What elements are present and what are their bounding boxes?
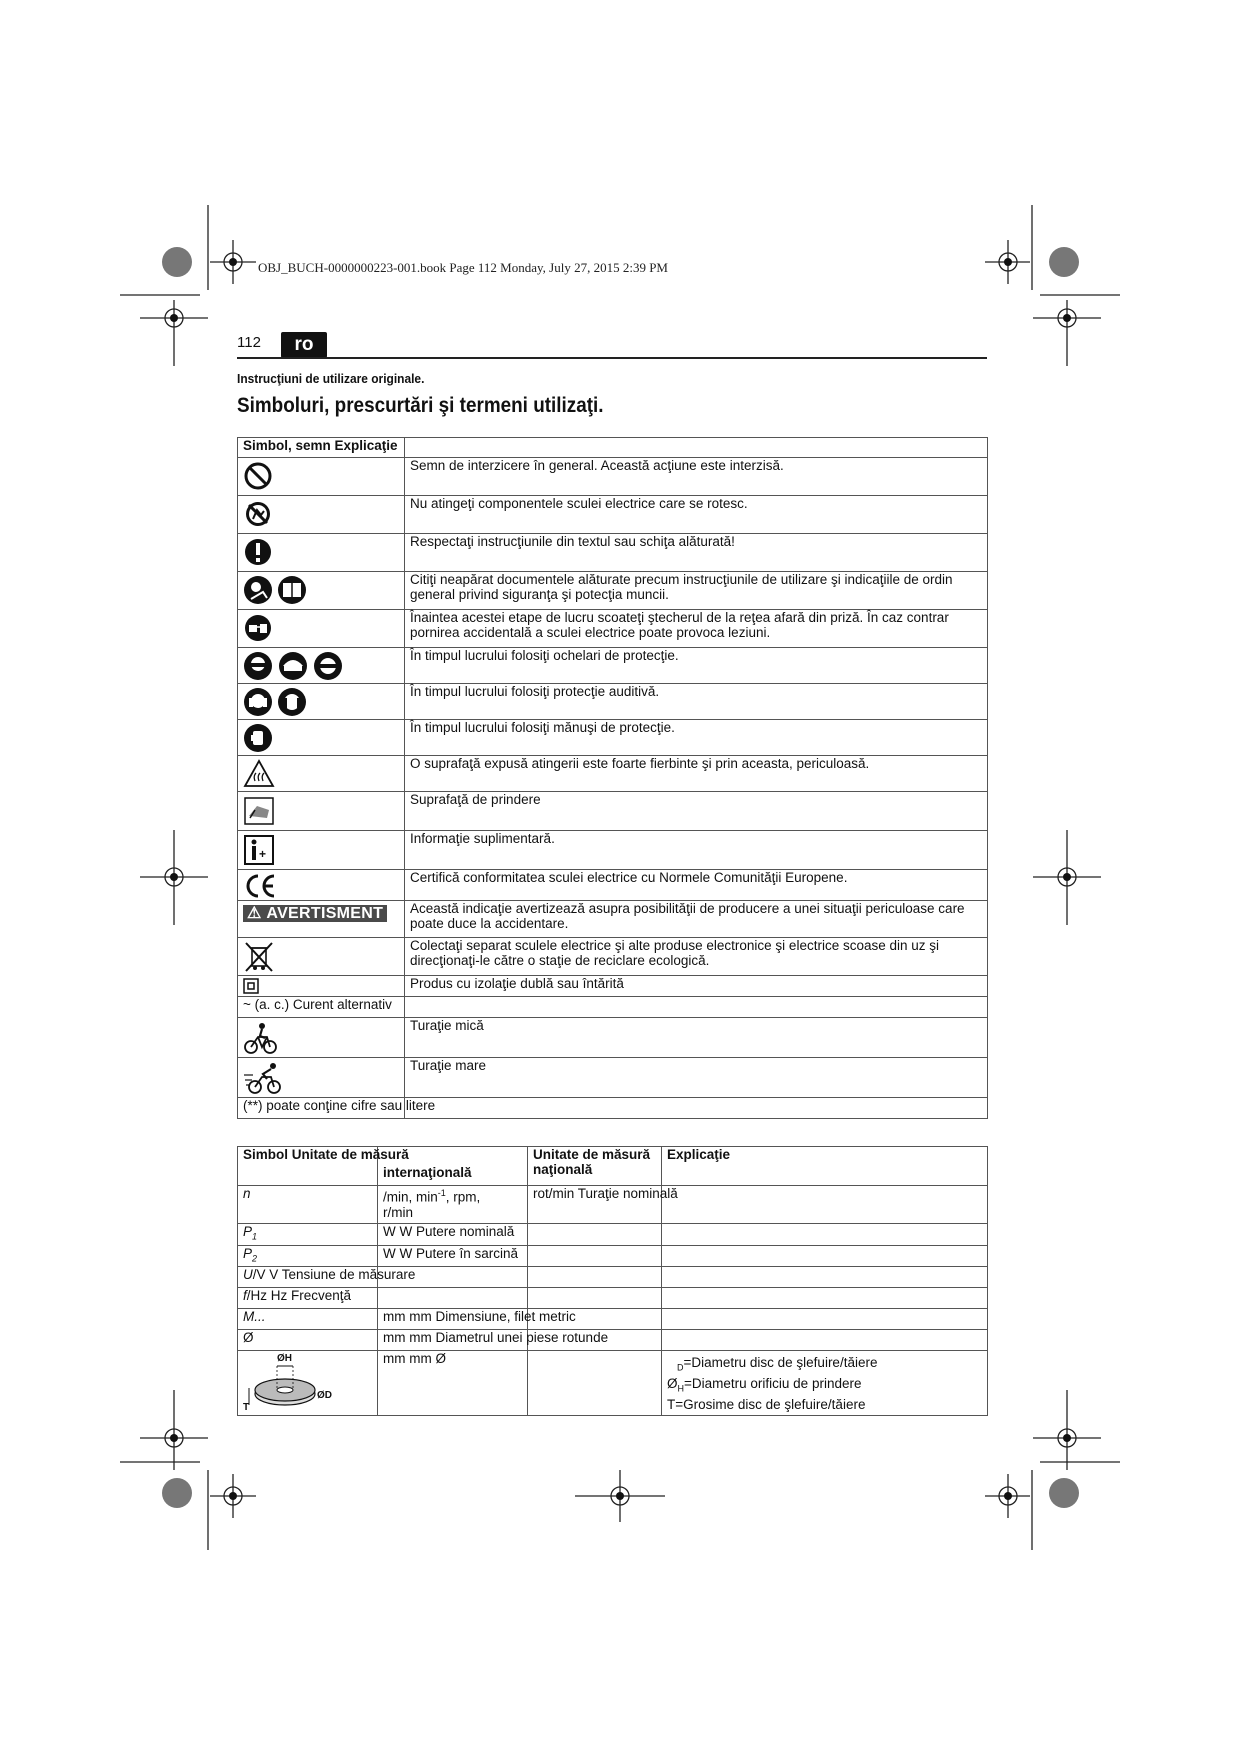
- symbol-explanation: Turaţie mare: [405, 1058, 988, 1098]
- unit-subscript: 1: [252, 1231, 258, 1242]
- header-label: Simbol Unitate de măsură: [243, 1147, 409, 1162]
- table-row: [238, 458, 988, 496]
- svg-text:+: +: [259, 847, 267, 861]
- prohibition-icon: [243, 461, 273, 491]
- unit-symbol: [238, 1267, 416, 1288]
- unit-subscript: 2: [252, 1253, 258, 1264]
- ce-mark-icon: [243, 873, 277, 899]
- header-intl-cont: internaţională: [378, 1147, 528, 1186]
- symbol-explanation: Înaintea acestei etape de lucru scoateţi ştecherul de la reţea afară din priză. În caz contrar pornirea accidentală a sculei electrice poate provoca leziuni.: [405, 610, 988, 648]
- symbol-explanation: O suprafaţă expusă atingerii este foarte fierbinte şi prin aceasta, periculoasă.: [405, 756, 988, 792]
- exclamation-icon: [243, 537, 273, 567]
- table-row: [238, 1330, 988, 1351]
- warning-badge: [243, 905, 387, 922]
- page-number: 112: [237, 334, 261, 351]
- symbol-explanation: Produs cu izolaţie dublă sau întărită: [405, 976, 988, 997]
- warning-badge-label: AVERTISMENT: [266, 905, 384, 922]
- read-manual-icon: [243, 574, 309, 606]
- table-row: [238, 534, 988, 572]
- symbol-explanation: În timpul lucrului folosiţi mănuşi de protecţie.: [405, 720, 988, 756]
- table-row: [238, 756, 988, 792]
- section-title: Simboluri, prescurtări şi termeni utilizaţi.: [237, 394, 604, 417]
- unit-intl: mm mm Diametrul unei piese rotunde: [378, 1330, 528, 1351]
- disc-diagram-cell: [238, 1351, 378, 1416]
- unit-text: f: [243, 1288, 247, 1304]
- symbol-explanation: Colectaţi separat sculele electrice şi alte produse electronice şi electrice scoase din uz şi direcţionaţi-le către o staţie de reciclare ecologică.: [405, 938, 988, 976]
- table-row: [238, 720, 988, 756]
- unit-symbol: Ø: [238, 1330, 378, 1351]
- disc-expl-line: =Diametru orificiu de prindere: [684, 1376, 862, 1392]
- symbols-table-header: Simbol, semn Explicaţie: [238, 438, 405, 458]
- unit-text: /Hz Hz Frecvenţă: [246, 1288, 352, 1304]
- symbol-explanation: În timpul lucrului folosiţi protecţie auditivă.: [405, 684, 988, 720]
- table-row: [238, 1309, 988, 1330]
- document-subtitle: Instrucţiuni de utilizare originale.: [237, 371, 425, 386]
- disc-expl-line: T=Grosime disc de şlefuire/tăiere: [667, 1396, 866, 1412]
- gloves-icon: [243, 722, 273, 754]
- language-badge: ro: [281, 332, 327, 358]
- symbol-explanation: Această indicaţie avertizează asupra posibilităţii de producere a unei situaţii periculoase care poate duce la accidentare.: [405, 901, 988, 938]
- unit-text: /min, min: [383, 1189, 438, 1205]
- disc-explanation: [662, 1351, 988, 1416]
- symbol-cell: [238, 458, 405, 496]
- table-row: [238, 938, 988, 976]
- warning-triangle-icon: ⚠: [247, 905, 262, 922]
- unit-symbol: M...: [238, 1309, 378, 1330]
- unit-intl: [378, 1186, 528, 1224]
- unit-subscript: H: [677, 1383, 685, 1394]
- grip-surface-icon: [243, 796, 275, 826]
- header-label: naţională: [533, 1162, 593, 1177]
- header-symbol-unit: [238, 1147, 409, 1186]
- table-row: [238, 976, 988, 997]
- table-row: [238, 792, 988, 831]
- symbol-explanation: Informaţie suplimentară.: [405, 831, 988, 870]
- disc-expl-line: Ø: [667, 1376, 678, 1392]
- double-insulation-icon: [243, 978, 259, 994]
- unit-intl: mm mm Ø: [378, 1351, 528, 1416]
- unit-intl: W W Putere în sarcină: [378, 1245, 528, 1267]
- header-explanation: Explicaţie: [662, 1147, 988, 1186]
- table-row: [238, 648, 988, 684]
- unit-symbol: [238, 1288, 378, 1309]
- table-row: [238, 684, 988, 720]
- unit-symbol: [238, 1245, 378, 1267]
- grinding-disc-diagram: [243, 1352, 343, 1412]
- unit-national: rot/min Turaţie nominală: [528, 1186, 662, 1224]
- symbol-explanation: În timpul lucrului folosiţi ochelari de protecţie.: [405, 648, 988, 684]
- table-row: [238, 1351, 988, 1416]
- units-table: [237, 1146, 988, 1416]
- hot-surface-icon: [243, 759, 275, 789]
- disc-od-label: ØD: [317, 1390, 332, 1402]
- table-row: [238, 1245, 988, 1267]
- symbol-explanation: Suprafaţă de prindere: [405, 792, 988, 831]
- table-row: [238, 1267, 988, 1288]
- table-row: [238, 901, 988, 938]
- unit-text: , rpm,: [445, 1189, 481, 1205]
- header-rule: [237, 357, 987, 359]
- disc-expl-line: =Diametru disc de şlefuire/tăiere: [683, 1355, 878, 1371]
- print-header: OBJ_BUCH-0000000223-001.book Page 112 Monday, July 27, 2015 2:39 PM: [258, 260, 668, 275]
- unit-symbol: n: [238, 1186, 378, 1224]
- symbols-table: [237, 437, 988, 1119]
- symbol-explanation: Respectaţi instrucţiunile din textul sau schiţa alăturată!: [405, 534, 988, 572]
- no-touch-rotating-icon: [243, 499, 273, 529]
- symbol-explanation: Turaţie mică: [405, 1018, 988, 1058]
- table-header-row: [238, 1147, 988, 1186]
- symbol-explanation: Citiţi neapărat documentele alăturate precum instrucţiunile de utilizare şi indicaţiile de ordin general privind siguranţa şi potecţia muncii.: [405, 572, 988, 610]
- low-speed-icon: [243, 1021, 279, 1055]
- table-row: [238, 870, 988, 901]
- unit-intl: mm mm Dimensiune, filet metric: [378, 1309, 528, 1330]
- ac-row-text: ~ (a. c.) Curent alternativ: [238, 997, 405, 1018]
- table-row: [238, 1224, 988, 1246]
- info-icon: [243, 834, 275, 866]
- table-row: [238, 831, 988, 870]
- table-row: [238, 1098, 988, 1119]
- eye-protection-icon: [243, 650, 343, 682]
- header-label: Unitate de măsură: [533, 1147, 651, 1162]
- unit-text: P: [243, 1224, 253, 1239]
- table-row: [238, 1288, 988, 1309]
- header-national: [528, 1147, 662, 1186]
- unit-text: r/min: [383, 1204, 413, 1220]
- table-row: [238, 1186, 988, 1224]
- symbol-explanation: Semn de interzicere în general. Această acţiune este interzisă.: [405, 458, 988, 496]
- disc-t-label: T: [243, 1402, 250, 1413]
- table-row: [238, 1058, 988, 1098]
- disc-oh-label: ØH: [277, 1353, 292, 1365]
- unit-symbol: [238, 1224, 378, 1246]
- table-header-row: [238, 438, 988, 458]
- unit-text: /V V Tensiune de măsurare: [252, 1267, 416, 1283]
- table-row: [238, 997, 988, 1018]
- table-row: [238, 610, 988, 648]
- table-row: [238, 496, 988, 534]
- unit-superscript: -1: [437, 1188, 446, 1198]
- unit-text: P: [243, 1245, 253, 1261]
- table-row: [238, 1018, 988, 1058]
- weee-bin-icon: [243, 940, 275, 974]
- table-row: [238, 572, 988, 610]
- footnote-text: (**) poate conţine cifre sau litere: [238, 1098, 405, 1119]
- ear-protection-icon: [243, 686, 309, 718]
- symbol-explanation: Certifică conformitatea sculei electrice cu Normele Comunităţii Europene.: [405, 870, 988, 901]
- unit-intl: W W Putere nominală: [378, 1224, 528, 1246]
- unit-subscript: D: [677, 1363, 684, 1374]
- unplug-icon: [243, 613, 273, 643]
- high-speed-icon: [243, 1061, 283, 1095]
- unit-text: U: [243, 1267, 253, 1283]
- symbol-explanation: Nu atingeţi componentele sculei electrice care se rotesc.: [405, 496, 988, 534]
